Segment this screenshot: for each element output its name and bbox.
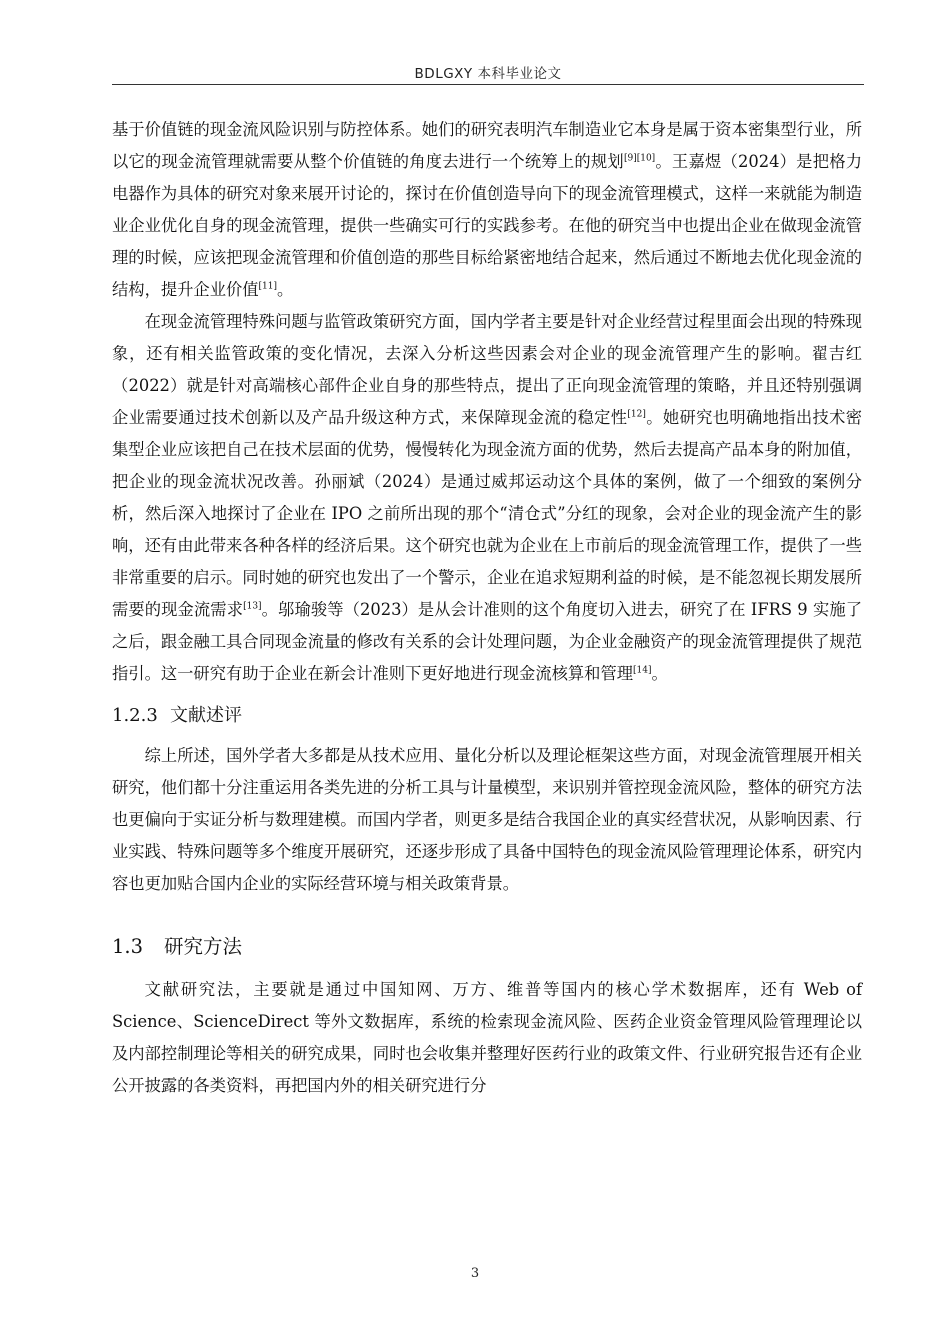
section-number: 1.3: [112, 935, 144, 958]
section-heading-1-3: [112, 928, 862, 966]
paragraph-4: 文献研究法，主要就是通过中国知网、万方、维普等国内的核心学术数据库，还有 Web of Science、ScienceDirect 等外文数据库，系统的检索现金流风险、医药企业资金管理风险管理理论以及内部控制理论等相关的研究成果，同时也会收集并整理好医药行业的政策文件、行业研究报告还有企业公开披露的各类资料，再把国内外的相关研究进行分: [112, 980, 862, 1095]
section-heading-1-2-3: [112, 698, 862, 734]
p2-text-c: 。邬瑜骏等（2023）是从会计准则的这个角度切入进去，研究了在 IFRS 9 实施了之后，跟金融工具合同现金流量的修改有关系的会计处理问题，为企业金融资产的现金流管理提供了规范指引。这一研究有助于企业在新会计准则下更好地进行现金流核算和管理: [112, 600, 862, 683]
p1-text-c: 。: [277, 280, 294, 299]
citation: [14]: [633, 665, 652, 676]
citation: [9][10]: [623, 153, 656, 164]
p1-text-a: 基于价值链的现金流风险识别与防控体系。她们的研究表明汽车制造业它本身是属于资本密集型行业，所以它的现金流管理就需要从整个价值链的角度去进行一个统筹上的规划: [112, 120, 862, 171]
header-rule: [112, 84, 864, 85]
section-title: 文献述评: [170, 705, 242, 726]
section-title: 研究方法: [164, 935, 243, 958]
section-number: 1.2.3: [112, 705, 158, 726]
paragraph-3: 综上所述，国外学者大多都是从技术应用、量化分析以及理论框架这些方面，对现金流管理展开相关研究，他们都十分注重运用各类先进的分析工具与计量模型，来识别并管控现金流风险，整体的研究方法也更偏向于实证分析与数理建模。而国内学者，则更多是结合我国企业的真实经营状况，从影响因素、行业实践、特殊问题等多个维度开展研究，还逐步形成了具备中国特色的现金流风险管理理论体系，研究内容也更加贴合国内企业的实际经营环境与相关政策背景。: [112, 746, 862, 893]
paragraph-2: [112, 306, 862, 690]
citation: [11]: [258, 281, 278, 292]
citation: [12]: [627, 409, 646, 420]
paragraph-1: [112, 114, 862, 306]
p1-text-b: 。王嘉煜（2024）是把格力电器作为具体的研究对象来展开讨论的，探讨在价值创造导向下的现金流管理模式，这样一来就能为制造业企业优化自身的现金流管理，提供一些确实可行的实践参考。在他的研究当中也提出企业在做现金流管理的时候，应该把现金流管理和价值创造的那些目标给紧密地结合起来，然后通过不断地去优化现金流的结构，提升企业价值: [112, 152, 862, 299]
citation: [13]: [243, 601, 262, 612]
p2-text-b: 。她研究也明确地指出技术密集型企业应该把自己在技术层面的优势，慢慢转化为现金流方面的优势，然后去提高产品本身的附加值，把企业的现金流状况改善。孙丽斌（2024）是通过威邦运动这个具体的案例，做了一个细致的案例分析，然后深入地探讨了企业在 IPO 之前所出现的那个“清仓式”分红的现象，会对企业的现金流产生的影响，还有由此带来各种各样的经济后果。这个研究也就为企业在上市前后的现金流管理工作，提供了一些非常重要的启示。同时她的研究也发出了一个警示，企业在追求短期利益的时候，是不能忽视长期发展所需要的现金流需求: [112, 408, 862, 619]
page-number: 3: [470, 1266, 480, 1281]
p2-text-d: 。: [651, 664, 668, 683]
running-header: BDLGXY 本科毕业论文: [414, 66, 562, 82]
p2-text-a: 在现金流管理特殊问题与监管政策研究方面，国内学者主要是针对企业经营过程里面会出现的特殊现象，还有相关监管政策的变化情况，去深入分析这些因素会对企业的现金流管理产生的影响。翟吉红（2022）就是针对高端核心部件企业自身的那些特点，提出了正向现金流管理的策略，并且还特别强调企业需要通过技术创新以及产品升级这种方式，来保障现金流的稳定性: [112, 312, 862, 427]
document-body: [112, 114, 862, 1102]
